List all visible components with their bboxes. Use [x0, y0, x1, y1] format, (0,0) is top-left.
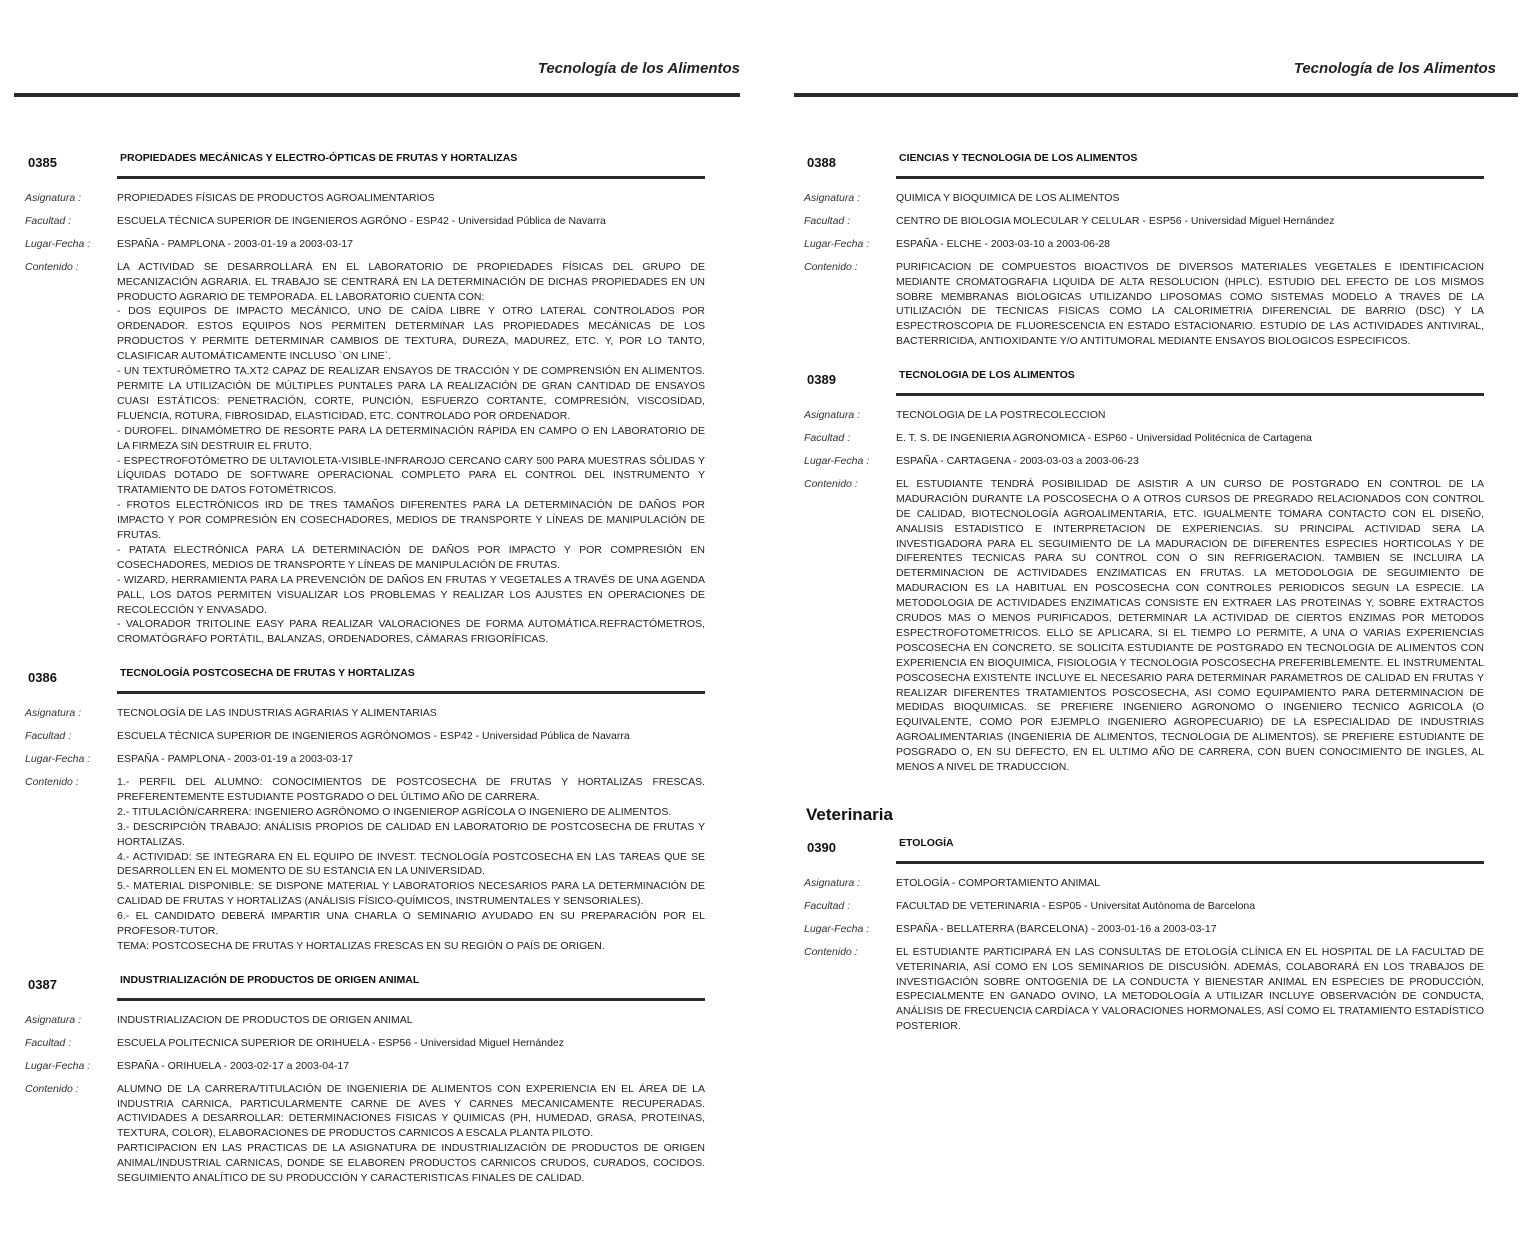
- asignatura-row: [804, 191, 1484, 206]
- program-entry: [25, 148, 705, 647]
- lugar-fecha-value: ESPAÑA - ORIHUELA - 2003-02-17 a 2003-04-17: [117, 1059, 350, 1072]
- section-entries: [804, 833, 1484, 1034]
- facultad-row: [804, 214, 1484, 229]
- contenido-value: PURIFICACION DE COMPUESTOS BIOACTIVOS DE DIVERSOS MATERIALES VEGETALES E IDENTIFICACION MEDIANTE CROMATOGRAFIA LIQUIDA DE ALTA RESOLUCION (HPLC). ESTUDIO DEL EFECTO DE LOS MISMOS SOBRE MEMBRANAS BIOLOGICAS UTILIZANDO LIPOSOMAS COMO SISTEMAS MODELO A TRAVES DE LA UTILIZACIÓN DE TECNICAS FISICAS COMO LA CALORIMETRIA DIFERENCIAL DE BARRIO (DSC) Y LA ESPECTROSCOPIA DE FLUORESCENCIA EN ESTADO ESTACIONARIO. ESTUDIO DE LAS ACTIVIDADES ANTIVIRAL, BACTERRICIDA, ANTIOXIDANTE Y/O ANTITUMORAL MEDIANTE ENSAYOS BIOLOGICOS ESPECIFICOS.: [896, 260, 1484, 348]
- facultad-label: Facultad :: [804, 899, 851, 912]
- asignatura-row: [25, 706, 705, 721]
- entry-header: [804, 365, 1484, 387]
- lugar-fecha-value: ESPAÑA - PAMPLONA - 2003-01-19 a 2003-03-17: [117, 753, 353, 766]
- facultad-value: ESCUELA POLITECNICA SUPERIOR DE ORIHUELA - ESP56 - Universidad Miguel Hernández: [117, 1036, 564, 1049]
- contenido-row: [804, 477, 1484, 775]
- asignatura-row: [25, 1013, 705, 1028]
- header-rule: [14, 93, 740, 97]
- lugar-fecha-value: ESPAÑA - BELLATERRA (BARCELONA) - 2003-01-16 a 2003-03-17: [896, 922, 1217, 935]
- entry-header: [804, 833, 1484, 855]
- contenido-label: Contenido :: [25, 260, 79, 273]
- asignatura-value: PROPIEDADES FÍSICAS DE PRODUCTOS AGROALIMENTARIOS: [117, 192, 435, 204]
- entry-header: [25, 970, 705, 992]
- lugar-fecha-row: [25, 752, 705, 767]
- lugar-fecha-value: ESPAÑA - ELCHE - 2003-03-10 a 2003-06-28: [896, 237, 1111, 250]
- asignatura-label: Asignatura :: [25, 1013, 82, 1026]
- facultad-value: E. T. S. DE INGENIERIA AGRONOMICA - ESP60 - Universidad Politécnica de Cartagena: [896, 432, 1312, 445]
- entry-rule: [896, 393, 1484, 396]
- entry-title: PROPIEDADES MECÁNICAS Y ELECTRO-ÓPTICAS DE FRUTAS Y HORTALIZAS: [120, 152, 518, 164]
- section-heading: Veterinaria: [806, 805, 893, 824]
- asignatura-label: Asignatura :: [25, 707, 82, 720]
- contenido-row: [25, 775, 705, 954]
- asignatura-value: INDUSTRIALIZACION DE PRODUCTOS DE ORIGEN ANIMAL: [117, 1013, 413, 1026]
- right-content: [804, 148, 1484, 1050]
- entry-title: CIENCIAS Y TECNOLOGIA DE LOS ALIMENTOS: [899, 152, 1138, 164]
- asignatura-value: TECNOLOGIA DE LA POSTRECOLECCION: [896, 409, 1106, 422]
- entry-header: [25, 663, 705, 685]
- lugar-fecha-label: Lugar-Fecha :: [804, 922, 870, 935]
- entry-title: TECNOLOGIA DE LOS ALIMENTOS: [899, 369, 1075, 382]
- facultad-row: [804, 899, 1484, 914]
- lugar-fecha-row: [804, 454, 1484, 469]
- facultad-label: Facultad :: [25, 730, 72, 743]
- entry-code: 0389: [807, 372, 836, 388]
- contenido-label: Contenido :: [804, 260, 858, 273]
- contenido-label: Contenido :: [804, 945, 858, 958]
- asignatura-row: [25, 191, 705, 206]
- entry-rule: [896, 861, 1484, 864]
- lugar-fecha-label: Lugar-Fecha :: [804, 237, 870, 250]
- asignatura-label: Asignatura :: [804, 877, 861, 889]
- lugar-fecha-row: [804, 237, 1484, 252]
- page-header-title: Tecnología de los Alimentos: [537, 60, 740, 77]
- entry-rule: [117, 176, 705, 179]
- asignatura-label: Asignatura :: [804, 192, 861, 204]
- facultad-row: [804, 431, 1484, 446]
- program-entry: [804, 148, 1484, 349]
- program-entry: [804, 365, 1484, 775]
- program-entry: [25, 970, 705, 1186]
- facultad-value: FACULTAD DE VETERINARIA - ESP05 - Universitat Autònoma de Barcelona: [896, 899, 1256, 912]
- lugar-fecha-label: Lugar-Fecha :: [804, 454, 870, 467]
- contenido-value: LA ACTIVIDAD SE DESARROLLARÁ EN EL LABORATORIO DE PROPIEDADES FÍSICAS DEL GRUPO DE MECANIZACIÓN AGRARIA. EL TRABAJO SE CENTRARÁ EN LA DETERMINACIÓN DE DICHAS PROPIEDADES EN UN PRODUCTO AGRARIO DE TEMPORADA. EL LABORATORIO CUENTA CON: - DOS EQUIPOS DE IMPACTO MECÁNICO, UNO DE CAÍDA LIBRE Y OTRO LATERAL CONTROLADOS POR ORDENADOR. ESTOS EQUIPOS NOS PERMITEN DETERMINAR LAS PROPIEDADES MECÁNICAS DE LOS PRODUCTOS Y PERMITE DETERMINAR CAMBIOS DE TEXTURA, DUREZA, MADUREZ, ETC. Y, POR LO TANTO, CLASIFICAR AUTOMÁTICAMENTE INCLUSO `ON LINE`. - UN TEXTURÓMETRO TA.XT2 CAPAZ DE REALIZAR ENSAYOS DE TRACCIÓN Y DE COMPRENSIÓN EN ALIMENTOS. PERMITE LA UTILIZACIÓN DE MÚLTIPLES PUNTALES PARA LA REALIZACIÓN DE GRAN CANTIDAD DE ENSAYOS CUASI ESTÁTICOS: PENETRACIÓN, CORTE, PUNCIÓN, ESFUERZO CORTANTE, COMPRESIÓN, VISCOSIDAD, FLUENCIA, ROTURA, FIBROSIDAD, ELASTICIDAD, ETC. CONTROLADO POR ORDENADOR. - DUROFEL. DINAMÓMETRO DE RESORTE PARA LA DETERMINACIÓN RÁPIDA EN CAMPO O EN LABORATORIO DE LA FIRMEZA SIN DESTRUIR EL FRUTO. - ESPECTROFOTÓMETRO DE ULTAVIOLETA-VISIBLE-INFRAROJO CERCANO CARY 500 PARA MUESTRAS SÓLIDAS Y LÍQUIDAS DOTADO DE SOFTWARE OPERACIONAL COMPLETO PARA EL CONTROL DEL INSTRUMENTO Y TRATAMIENTO DE DATOS FOTOMÉTRICOS. - FROTOS ELECTRÓNICOS IRD DE TRES TAMAÑOS DIFERENTES PARA LA DETERMINACIÓN DE DAÑOS POR IMPACTO Y POR COMPRESIÓN EN COSECHADORES, MEDIOS DE TRANSPORTE Y LÍNEAS DE MANIPULACIÓN DE FRUTAS. - PATATA ELECTRÓNICA PARA LA DETERMINACIÓN DE DAÑOS POR IMPACTO Y POR COMPRESIÓN EN COSECHADORES, MEDIOS DE TRANSPORTE Y LÍNEAS DE MANIPULACIÓN DE FRUTAS. - WIZARD, HERRAMIENTA PARA LA PREVENCIÓN DE DAÑOS EN FRUTAS Y VEGETALES A TRAVÉS DE UNA AGENDA PALL, LOS DATOS PERMITEN VISUALIZAR LOS PROBLEMAS Y REALIZAR LOS AJUSTES EN OPERACIONES DE RECOLECCIÓN Y ENVASADO. - VALORADOR TRITOLINE EASY PARA REALIZAR VALORACIONES DE FORMA AUTOMÁTICA.REFRACTÓMETROS, CROMATÓGRAFO PORTÁTIL, BALANZAS, ORDENADORES, CÁMARAS FRIGORÍFICAS.: [117, 260, 705, 646]
- lugar-fecha-value: ESPAÑA - PAMPLONA - 2003-01-19 a 2003-03-17: [117, 237, 353, 250]
- asignatura-row: [804, 876, 1484, 891]
- entry-title: TECNOLOGÍA POSTCOSECHA DE FRUTAS Y HORTALIZAS: [120, 667, 415, 680]
- entry-code: 0386: [28, 670, 57, 686]
- asignatura-label: Asignatura :: [25, 192, 82, 204]
- facultad-label: Facultad :: [804, 432, 851, 445]
- lugar-fecha-value: ESPAÑA - CARTAGENA - 2003-03-03 a 2003-06-23: [896, 454, 1139, 467]
- asignatura-value: ETOLOGÍA - COMPORTAMIENTO ANIMAL: [896, 877, 1101, 889]
- lugar-fecha-label: Lugar-Fecha :: [25, 237, 91, 250]
- contenido-value: EL ESTUDIANTE TENDRÁ POSIBILIDAD DE ASISTIR A UN CURSO DE POSTGRADO EN CONTROL DE LA MADURACIÓN DURANTE LA POSCOSECHA O A OTROS CURSOS DE PREGRADO RELACIONADOS CON CONTROL DE CALIDAD, BIOTECNOLOGÍA AGROALIMENTARIA, ETC. IGUALMENTE TOMARA CONTACTO CON EL DISEÑO, ANALISIS ESTADISTICO E INTERPRETACION DE EXPERIENCIAS. SU PRINCIPAL ACTIVIDAD SERA LA INVESTIGADORA PARA EL SEGUIMIENTO DE LA MADURACION DE DIFERENTES ESPECIES HORTICOLAS Y DE DIFERENTES TECNICAS PARA SU CONTROL CON O SIN REFRIGERACION. TAMBIEN SE INCLUIRA LA DETERMINACION DE ACTIVIDADES ENZIMATICAS EN FRUTAS. LA METODOLOGIA DE SEGUIMIENTO DE MADURACION ES LA HABITUAL EN POSCOSECHA CON CONTROLES PERIODICOS SEGUN LA ESPECIE. LA METODOLOGIA DE ACTIVIDADES ENZIMATICAS CONSISTE EN EXTRAER LAS PROTEINAS Y, SOBRE EXTRACTOS CRUDOS MAS O MENOS PURIFICADOS, DETERMINAR LA ACTIVIDAD DE CIERTOS ENZIMAS POR METODOS ESPECTROFOTOMETRICOS. ELLO SE APLICARA, SI EL TIEMPO LO PERMITE, A UNA O VARIAS EXPERIENCIAS POSCOSECHA EN CONCRETO. SE SOLICITA ESTUDIANTE DE POSTGRADO EN TECNOLOGIA DE ALIMENTOS CON EXPERIENCIA EN BIOQUIMICA, FISIOLOGIA Y TECNOLOGIA POSCOSECHA PREFERIBLEMENTE. EL INSTRUMENTAL POSCOSECHA EXISTENTE INCLUYE EL NECESARIO PARA DETERMINAR PARAMETROS DE CALIDAD EN FRUTAS Y REALIZAR DIFERENTES TRATAMIENTOS POSCOSECHA, ASI COMO EQUIPAMIENTO PARA DETERMINACION DE MEDIDAS BIOQUIMICAS. SE PREFIERE INGENIERO AGRONOMO O INGENIERO TECNICO AGRICOLA (O EQUIVALENTE, COMO POR EJEMPLO INGENIERO AGROPECUARIO) DE LA ESPECIALIDAD DE INDUSTRIAS AGROALIMENTARIAS (INGENIERIA DE ALIMENTOS, TECNOLOGIA DE ALIMENTOS). SE PREFIERE ESTUDIANTE DE POSGRADO O, EN SU DEFECTO, EN EL ULTIMO AÑO DE CARRERA, CON BUEN CONOCIMIENTO DE INGLES, AL MENOS A NIVEL DE TRADUCCION.: [896, 477, 1484, 774]
- contenido-row: [804, 945, 1484, 1034]
- page-header-title: Tecnología de los Alimentos: [1293, 60, 1496, 77]
- asignatura-label: Asignatura :: [804, 409, 861, 422]
- asignatura-row: [804, 408, 1484, 423]
- lugar-fecha-label: Lugar-Fecha :: [25, 1059, 91, 1072]
- facultad-row: [25, 214, 705, 229]
- facultad-value: ESCUELA TÉCNICA SUPERIOR DE INGENIEROS AGRÓNOMOS - ESP42 - Universidad Pública de Navarra: [117, 730, 630, 743]
- contenido-row: [804, 260, 1484, 349]
- entry-code: 0385: [28, 155, 57, 170]
- entry-rule: [117, 998, 705, 1001]
- contenido-label: Contenido :: [25, 1082, 79, 1095]
- facultad-value: ESCUELA TÉCNICA SUPERIOR DE INGENIEROS AGRÓNO - ESP42 - Universidad Pública de Navarra: [117, 214, 606, 227]
- contenido-value: 1.- PERFIL DEL ALUMNO: CONOCIMIENTOS DE POSTCOSECHA DE FRUTAS Y HORTALIZAS FRESCAS. PREFERENTEMENTE ESTUDIANTE POSTGRADO O DEL ÚLTIMO AÑO DE CARRERA. 2.- TITULACIÓN/CARRERA: INGENIERO AGRÓNOMO O INGENIEROP AGRÍCOLA O INGENIERO DE ALIMENTOS. 3.- DESCRIPCIÓN TRABAJO: ANÁLISIS PROPIOS DE CALIDAD EN LABORATORIO DE POSTCOSECHA DE FRUTAS Y HORTALIZAS. 4.- ACTIVIDAD: SE INTEGRARA EN EL EQUIPO DE INVEST. TECNOLOGÍA POSTCOSECHA EN LAS TAREAS QUE SE DESARROLLEN EN EL MOMENTO DE SU ESTANCIA EN LA UNIVERSIDAD. 5.- MATERIAL DISPONIBLE: SE DISPONE MATERIAL Y LABORATORIOS NECESARIOS PARA LA DETERMINACIÓN DE CALIDAD DE FRUTAS Y HORTALIZAS (ANÁLISIS FÍSICO-QUÍMICOS, INSTRUMENTALES Y SENSORIALES). 6.- EL CANDIDATO DEBERÁ IMPARTIR UNA CHARLA O SEMINARIO AYUDADO EN SU PREPARACIÓN POR EL PROFESOR-TUTOR. TEMA: POSTCOSECHA DE FRUTAS Y HORTALIZAS FRESCAS EN SU REGIÓN O PAÍS DE ORIGEN.: [117, 776, 705, 952]
- facultad-label: Facultad :: [25, 1036, 72, 1049]
- lugar-fecha-label: Lugar-Fecha :: [25, 753, 91, 766]
- contenido-label: Contenido :: [25, 776, 79, 788]
- lugar-fecha-row: [804, 922, 1484, 937]
- program-entry: [25, 663, 705, 954]
- right-entries: [804, 148, 1484, 775]
- facultad-row: [25, 729, 705, 744]
- right-page: [780, 0, 1532, 1238]
- asignatura-value: TECNOLOGÍA DE LAS INDUSTRIAS AGRARIAS Y ALIMENTARIAS: [117, 707, 437, 720]
- facultad-label: Facultad :: [804, 214, 851, 227]
- facultad-label: Facultad :: [25, 214, 72, 227]
- header-rule: [794, 93, 1518, 97]
- entry-header: [25, 148, 705, 170]
- program-entry: [804, 833, 1484, 1034]
- entry-header: [804, 148, 1484, 170]
- contenido-row: [25, 1082, 705, 1186]
- contenido-row: [25, 260, 705, 648]
- lugar-fecha-row: [25, 1059, 705, 1074]
- contenido-label: Contenido :: [804, 477, 858, 490]
- contenido-value: EL ESTUDIANTE PARTICIPARÁ EN LAS CONSULTAS DE ETOLOGÍA CLÍNICA EN EL HOSPITAL DE LA FACULTAD DE VETERINARIA, ASÍ COMO EN LOS SEMINARIOS DE DISCUSIÓN. ADEMÁS, COLABORARÁ EN LOS TRABAJOS DE INVESTIGACIÓN SOBRE ONTOGENIA DE LA CONDUCTA Y BIENESTAR ANIMAL EN ESPECIES DE PRODUCCIÓN, ESPECIALMENTE EN GANADO OVINO, LA METODOLOGÍA A UTILIZAR INCLUYE OBSERVACIÓN DE CONDUCTA, ANÁLISIS DE FRECUENCIA CARDÍACA Y VALORACIONES HORMONALES, ASÍ COMO EL TRATAMIENTO ESTADÍSTICO POSTERIOR.: [896, 945, 1484, 1033]
- entry-rule: [896, 176, 1484, 179]
- facultad-row: [25, 1036, 705, 1051]
- left-entries: [25, 148, 705, 1202]
- asignatura-value: QUIMICA Y BIOQUIMICA DE LOS ALIMENTOS: [896, 192, 1120, 204]
- entry-code: 0387: [28, 976, 57, 992]
- entry-code: 0388: [807, 155, 836, 170]
- entry-rule: [117, 691, 705, 694]
- entry-code: 0390: [807, 840, 836, 855]
- entry-title: ETOLOGÍA: [899, 837, 954, 849]
- contenido-value: ALUMNO DE LA CARRERA/TITULACIÓN DE INGENIERIA DE ALIMENTOS CON EXPERIENCIA EN EL ÁREA DE LA INDUSTRIA CARNICA, PARTICULARMENTE CARNE DE AVES Y CARNES MECANICAMENTE RECUPERADAS. ACTIVIDADES A DESARROLLAR: DETERMINACIONES FISICAS Y QUIMICAS (PH, HUMEDAD, GRASA, PROTEINAS, TEXTURA, COLOR), ELABORACIONES DE PRODUCTOS CARNICOS A ESCALA PLANTA PILOTO. PARTICIPACION EN LAS PRACTICAS DE LA ASIGNATURA DE INDUSTRIALIZACIÓN DE PRODUCTOS DE ORIGEN ANIMAL/INDUSTRIAL CARNICAS, DONDE SE ELABOREN PRODUCTOS CARNICOS CRUDOS, CURADOS, COCIDOS. SEGUIMIENTO ANALÍTICO DE SU PRODUCCIÓN Y CARACTERISTICAS FINALES DE CALIDAD.: [117, 1082, 705, 1185]
- lugar-fecha-row: [25, 237, 705, 252]
- facultad-value: CENTRO DE BIOLOGIA MOLECULAR Y CELULAR - ESP56 - Universidad Miguel Hernández: [896, 214, 1335, 227]
- entry-title: INDUSTRIALIZACIÓN DE PRODUCTOS DE ORIGEN ANIMAL: [120, 973, 420, 986]
